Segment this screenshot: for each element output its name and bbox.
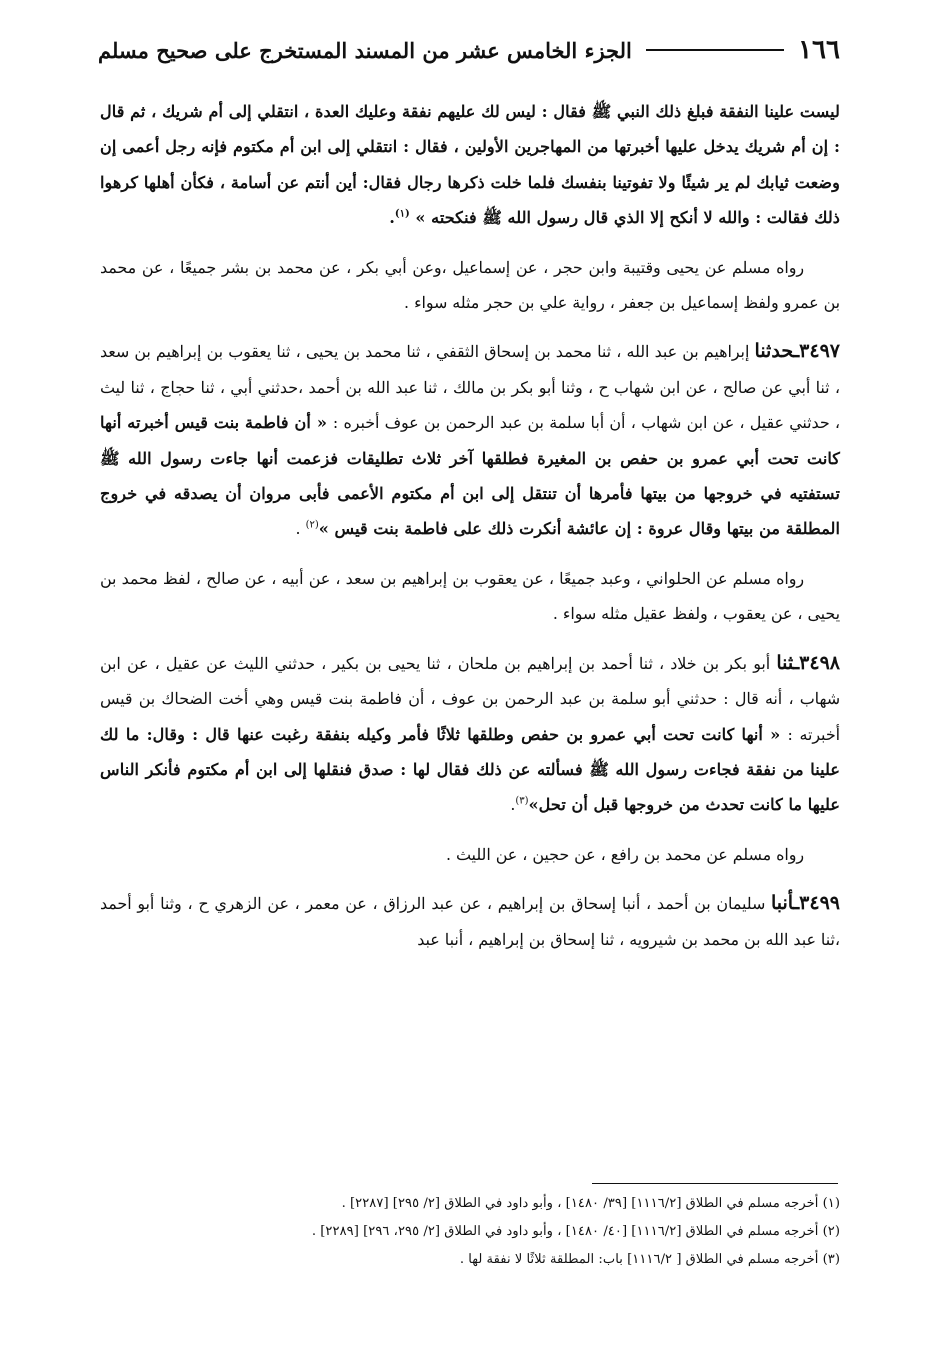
paragraph: رواه مسلم عن يحيى وقتيبة وابن حجر ، عن إسماعيل ،وعن أبي بكر ، عن محمد بن بشر جميعًا ، عن محمد بن عمرو ولفظ إسماعيل بن جعفر ، رواية علي بن حجر مثله سواء . (100, 257, 840, 313)
footnote-ref: (١) (394, 208, 410, 220)
footnotes (100, 1190, 840, 1274)
footnote-2: (٢) أخرجه مسلم في الطلاق [١١١٦/٢] [٤٠/ ١٤٨٠] ، وأبو داود في الطلاق [٢/ ٢٩٥، ٢٩٦] [٢٢٨٩] . (311, 1224, 840, 1239)
hadith-number: ٣٤٩٧ـ (793, 340, 840, 363)
footnote-1: (١) أخرجه مسلم في الطلاق [١١١٦/٢] [٣٩/ ١٤٨٠] ، وأبو داود في الطلاق [٢/ ٢٩٥] [٢٢٨٧] . (341, 1196, 840, 1211)
hadith-word: أنبا (770, 892, 794, 915)
isnad-text: سليمان بن أحمد ، أنبا إسحاق بن إبراهيم ، عن عبد الرزاق ، عن معمر ، عن الزهري ح ، وثنا أبو أحمد ،ثنا عبد الله بن محمد بن شيرويه ، ثنا إسحاق بن إبراهيم ، أنبا عبد (100, 894, 840, 949)
footnote-3: (٣) أخرجه مسلم في الطلاق [ ١١١٦/٢] باب: المطلقة ثلاثًا لا نفقة لها . (459, 1252, 840, 1267)
hadith-3497: ٣٤٩٧ـحدثنا إبراهيم بن عبد الله ، ثنا محمد بن إسحاق الثقفي ، ثنا محمد بن يحيى ، ثنا يعقوب بن إبراهيم بن سعد ، ثنا أبي عن صالح ، عن ابن شهاب ح ، وثنا أبو بكر بن مالك ، ثنا عبد الله بن أحمد ،حدثني أبي ، ثنا حجاج ، ثنا ليث ، حدثني عقيل ، عن ابن شهاب ، أن أبا سلمة بن عبد الرحمن بن عوف أخبره : « أن فاطمة بنت قيس أخبرته أنها كانت تحت أبي عمرو بن حفص بن المغيرة فطلقها آخر ثلاث تطليقات فزعمت أنها جاءت رسول الله ﷺ تستفتيه في خروجها من بيتها فأمرها أن تنتقل إلى ابن أم مكتوم الأعمى فأبى مروان أن يصدقه في خروج المطلقة من بيتها وقال عروة : إن عائشة أنكرت ذلك على فاطمة بنت قيس »$^{(٢)}$ . (100, 340, 840, 539)
header-rule (646, 49, 784, 51)
page-number: ١٦٦ (798, 35, 840, 65)
paragraph: رواه مسلم عن محمد بن رافع ، عن حجين ، عن الليث . (446, 844, 804, 864)
hadith-3498: ٣٤٩٨ـثنا أبو بكر بن خلاد ، ثنا أحمد بن إبراهيم بن ملحان ، ثنا يحيى بن بكير ، حدثني الليث عن عقيل ، عن ابن شهاب ، أنه قال : حدثني أبو سلمة بن عبد الرحمن بن عوف ، أن فاطمة بنت قيس وهي أخت الضحاك بن قيس أخبرته : « أنها كانت تحت أبي عمرو بن حفص وطلقها ثلاثًا فأمر وكيله بنفقة رغبت عنها قال : وقال: ما لك علينا من نفقة فجاءت رسول الله ﷺ فسألته عن ذلك فقال لها : صدق فنقلها إلى ابن أم مكتوم فأنكر الناس عليها ما كانت تحدث من خروجها قبل أن تحل»$^{(٣)}$. (100, 651, 840, 815)
hadith-word: حدثنا (754, 340, 794, 363)
page-header (98, 30, 840, 70)
running-title: الجزء الخامس عشر من المسند المستخرج على صحيح مسلم (98, 37, 632, 63)
isnad-text: أبو بكر بن خلاد ، ثنا أحمد بن إبراهيم بن ملحان ، ثنا يحيى بن بكير ، حدثني الليث عن عقيل ، عن ابن شهاب ، أنه قال : حدثني أبو سلمة بن عبد الرحمن بن عوف ، أن فاطمة بنت قيس وهي أخت الضحاك بن قيس أخبرته : (100, 653, 840, 744)
hadith-text: ليست علينا النفقة فبلغ ذلك النبي ﷺ فقال : ليس لك عليهم نفقة وعليك العدة ، انتقلي إلى أم شريك ، ثم قال : إن أم شريك يدخل عليها أخبرتها من المهاجرين الأولين ، فقال : انتقلي إلى ابن أم مكتوم فإنه رجل أعمى إن وضعت ثيابك لم ير شيئًا ولا تفوتينا بنفسك فلما خلت ذكرها رجال فقال: أين أنتم عن أسامة ، فكأن أهلها كرهوا ذلك فقالت : والله لا أنكح إلا الذي قال رسول الله ﷺ فنكحته » (100, 102, 840, 228)
matn-text: « أن فاطمة بنت قيس أخبرته أنها كانت تحت أبي عمرو بن حفص بن المغيرة فطلقها آخر ثلاث تطليقات فزعمت أنها جاءت رسول الله ﷺ تستفتيه في خروجها من بيتها فأمرها أن تنتقل إلى ابن أم مكتوم الأعمى فأبى مروان أن يصدقه في خروج المطلقة من بيتها وقال عروة : إن عائشة أنكرت ذلك على فاطمة بنت قيس » (100, 413, 840, 539)
hadith-3499 (100, 886, 840, 957)
paragraph: رواه مسلم عن الحلواني ، وعبد جميعًا ، عن يعقوب بن إبراهيم بن سعد ، عن أبيه ، عن صالح ، لفظ محمد بن يحيى ، عن يعقوب ، ولفظ عقيل مثله سواء . (100, 568, 840, 624)
footnote-ref: (٢) (305, 520, 319, 532)
paragraph: ليست علينا النفقة فبلغ ذلك النبي ﷺ فقال : ليس لك عليهم نفقة وعليك العدة ، انتقلي إلى أم شريك ، ثم قال : إن أم شريك يدخل عليها أخبرتها من المهاجرين الأولين ، فقال : انتقلي إلى ابن أم مكتوم فإنه رجل أعمى إن وضعت ثيابك لم ير شيئًا ولا تفوتينا بنفسك فلما خلت ذكرها رجال فقال: أين أنتم عن أسامة ، فكأن أهلها كرهوا ذلك فقالت : والله لا أنكح إلا الذي قال رسول الله ﷺ فنكحته » $^{(١)}$. (100, 102, 840, 228)
matn-text: « أنها كانت تحت أبي عمرو بن حفص وطلقها ثلاثًا فأمر وكيله بنفقة رغبت عنها قال : وقال: ما لك علينا من نفقة فجاءت رسول الله ﷺ فسألته عن ذلك فقال لها : صدق فنقلها إلى ابن أم مكتوم فأنكر الناس عليها ما كانت تحدث من خروجها قبل أن تحل» (100, 724, 840, 815)
hadith-word: ثنا (776, 651, 794, 674)
isnad-text: إبراهيم بن عبد الله ، ثنا محمد بن إسحاق الثقفي ، ثنا محمد بن يحيى ، ثنا يعقوب بن إبراهيم بن سعد ، ثنا أبي عن صالح ، عن ابن شهاب ح ، وثنا أبو بكر بن مالك ، ثنا عبد الله بن أحمد ،حدثني أبي ، ثنا حجاج ، ثنا ليث ، حدثني عقيل ، عن ابن شهاب ، أن أبا سلمة بن عبد الرحمن بن عوف أخبره : (100, 342, 840, 433)
footnote-rule (592, 1183, 838, 1184)
footnote-ref: (٣) (515, 796, 529, 808)
hadith-number: ٣٤٩٩ـ (793, 892, 840, 915)
hadith-number: ٣٤٩٨ـ (793, 651, 840, 674)
main-text (100, 94, 840, 957)
